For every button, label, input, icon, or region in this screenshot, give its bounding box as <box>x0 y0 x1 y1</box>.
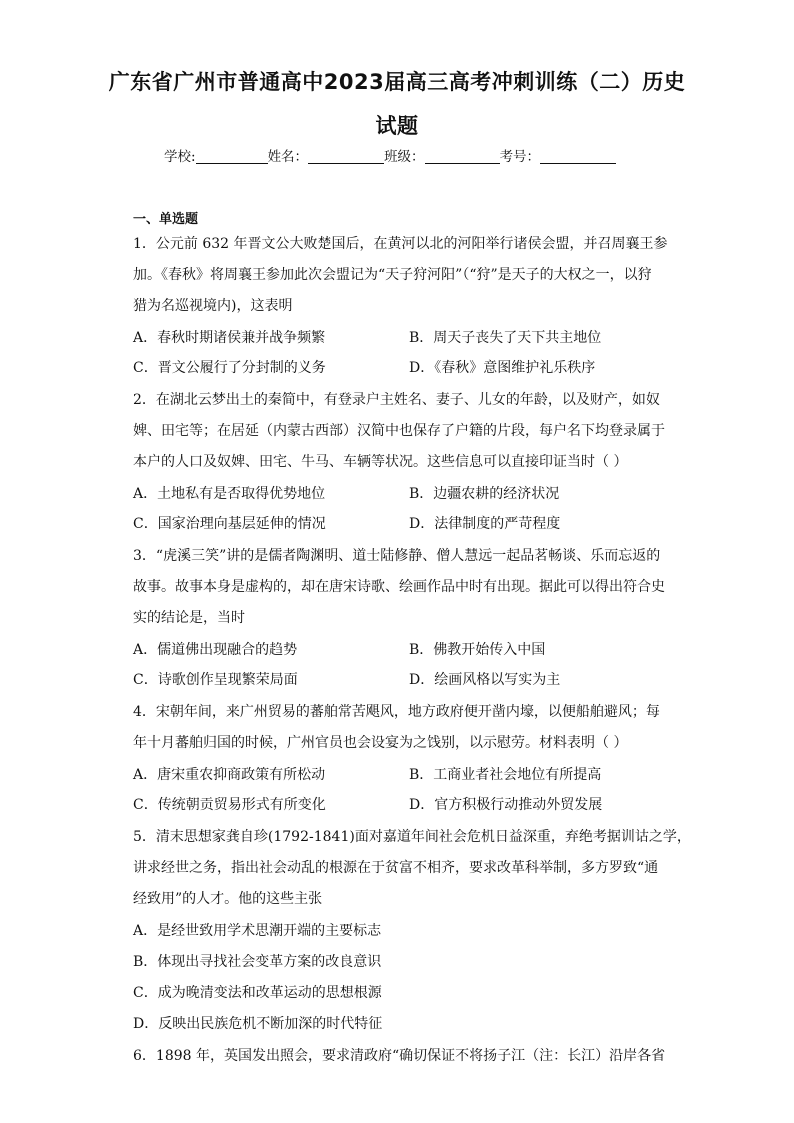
question-3-option-d: D．绘画风格以写实为主 <box>409 672 561 688</box>
question-1-line-2: 加。《春秋》将周襄王参加此次会盟记为“天子狩河阳”（“狩”是天子的大权之一，以狩 <box>133 267 652 283</box>
question-5-line-2: 讲求经世之务，指出社会动乱的根源在于贫富不相齐，要求改革科举制，多方罗致“通 <box>133 860 659 876</box>
school-label: 学校: <box>164 149 196 165</box>
question-1-option-d: D．《春秋》意图维护礼乐秩序 <box>409 360 596 376</box>
question-2-option-a: A．土地私有是否取得优势地位 <box>133 486 326 502</box>
question-3-line-1: 3．“虎溪三笑”讲的是儒者陶渊明、道士陆修静、僧人慧远一起品茗畅谈、乐而忘返的 <box>133 548 661 564</box>
name-label: 姓名： <box>267 149 309 165</box>
question-1-option-a: A．春秋时期诸侯兼并战争频繁 <box>133 330 326 346</box>
question-5-option-a: A．是经世致用学术思潮开端的主要标志 <box>133 923 382 939</box>
school-blank[interactable] <box>196 149 268 164</box>
question-2-option-c: C．国家治理向基层延伸的情况 <box>133 516 326 532</box>
question-5-option-b: B．体现出寻找社会变革方案的改良意识 <box>133 954 382 970</box>
question-1-option-c: C．晋文公履行了分封制的义务 <box>133 360 326 376</box>
exam-number-blank[interactable] <box>540 149 616 164</box>
class-label: 班级： <box>384 149 425 165</box>
question-5-option-c: C．成为晚清变法和改革运动的思想根源 <box>133 985 382 1001</box>
question-2-line-3: 本户的人口及奴婢、田宅、牛马、车辆等状况。这些信息可以直接印证当时（ ） <box>133 454 628 470</box>
section-heading: 一、单选题 <box>133 212 199 227</box>
name-blank[interactable] <box>308 149 384 164</box>
question-3-line-2: 故事。故事本身是虚构的，却在唐宋诗歌、绘画作品中时有出现。据此可以得出符合史 <box>133 579 665 595</box>
question-4-option-b: B．工商业者社会地位有所提高 <box>409 767 602 783</box>
question-3-line-3: 实的结论是，当时 <box>133 610 245 626</box>
question-4-option-d: D．官方积极行动推动外贸发展 <box>409 797 603 813</box>
exam-number-label: 考号： <box>499 149 541 165</box>
question-5-line-1: 5．清末思想家龚自珍(1792-1841)面对嘉道年间社会危机日益深重，弃绝考据训诂之学， <box>133 829 691 845</box>
question-3-option-b: B．佛教开始传入中国 <box>409 642 546 658</box>
question-3-option-c: C．诗歌创作呈现繁荣局面 <box>133 672 298 688</box>
question-5-line-3: 经致用”的人才。他的这些主张 <box>133 891 323 907</box>
question-2-option-d: D．法律制度的严苛程度 <box>409 516 561 532</box>
page-title: 广东省广州市普通高中2023届高三高考冲刺训练（二）历史 <box>108 70 686 94</box>
question-6-line-1: 6．1898 年，英国发出照会，要求清政府“确切保证不将扬子江（注：长江）沿岸各省 <box>133 1048 666 1064</box>
question-3-option-a: A．儒道佛出现融合的趋势 <box>133 642 298 658</box>
student-info-row <box>164 145 616 165</box>
question-4-option-c: C．传统朝贡贸易形式有所变化 <box>133 797 326 813</box>
question-1-option-b: B．周天子丧失了天下共主地位 <box>409 330 602 346</box>
question-4-line-2: 年十月蕃舶归国的时候，广州官员也会设宴为之饯别，以示慰劳。材料表明（ ） <box>133 735 628 751</box>
question-2-line-1: 2．在湖北云梦出土的秦简中，有登录户主姓名、妻子、儿女的年龄，以及财产，如奴 <box>133 392 660 408</box>
question-1-line-1: 1．公元前 632 年晋文公大败楚国后，在黄河以北的河阳举行诸侯会盟，并召周襄王参 <box>133 236 668 252</box>
question-2-option-b: B．边疆农耕的经济状况 <box>409 486 560 502</box>
page-title-continued: 试题 <box>375 114 419 138</box>
question-5-option-d: D．反映出民族危机不断加深的时代特征 <box>133 1016 383 1032</box>
class-blank[interactable] <box>425 149 500 164</box>
question-4-option-a: A．唐宋重农抑商政策有所松动 <box>133 767 326 783</box>
question-2-line-2: 婢、田宅等；在居延（内蒙古西部）汉简中也保存了户籍的片段，每户名下均登录属于 <box>133 423 665 439</box>
question-4-line-1: 4．宋朝年间，来广州贸易的蕃舶常苦飓风，地方政府便开凿内壕，以便船舶避风；每 <box>133 704 660 720</box>
question-1-line-3: 猎为名巡视境内)，这表明 <box>133 298 293 314</box>
